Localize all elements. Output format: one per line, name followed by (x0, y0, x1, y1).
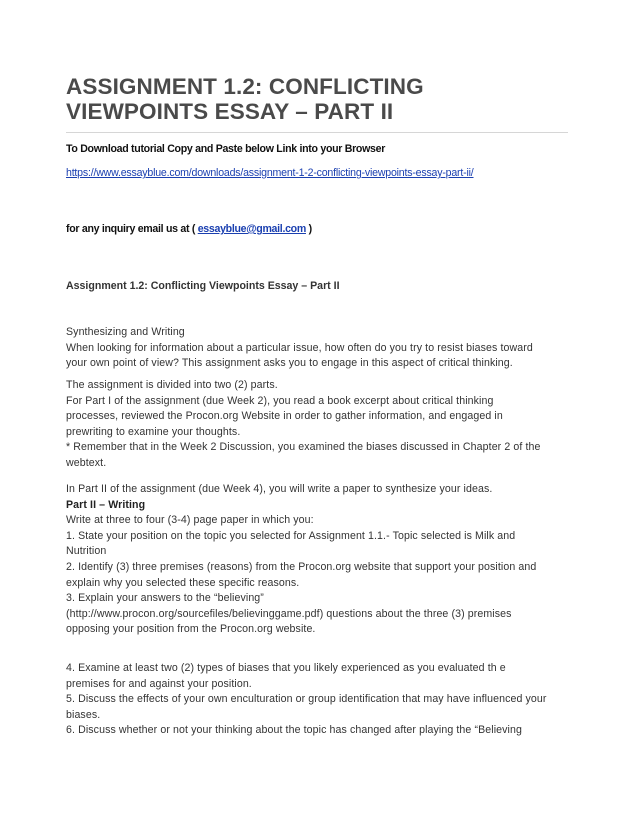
download-link-wrap (66, 167, 576, 179)
p1-line: When looking for information about a particular issue, how often do you try to resist biases toward (66, 341, 533, 354)
title-line-2: VIEWPOINTS ESSAY – PART II (66, 99, 394, 124)
p3-line: Nutrition (66, 545, 107, 558)
paragraph-1 (66, 325, 576, 372)
download-link[interactable]: https://www.essayblue.com/downloads/assignment-1-2-conflicting-viewpoints-essay-part-ii/ (66, 167, 474, 179)
inquiry-suffix: ) (305, 223, 312, 235)
p4-line: 6. Discuss whether or not your thinking about the topic has changed after playing the “Believing (66, 724, 522, 737)
p3-line: 3. Explain your answers to the “believing” (66, 592, 264, 605)
p4-line: biases. (66, 708, 101, 721)
download-note: To Download tutorial Copy and Paste below Link into your Browser (66, 143, 386, 155)
p3-intro: In Part II of the assignment (due Week 4), you will write a paper to synthesize your ideas. (66, 483, 493, 495)
inquiry-email-link[interactable]: essayblue@gmail.com (197, 223, 306, 235)
paragraph-4 (66, 661, 576, 739)
p3-line: explain why you selected these specific reasons. (66, 576, 300, 589)
section-heading: Assignment 1.2: Conflicting Viewpoints Essay – Part II (66, 280, 340, 292)
p1-line: your own point of view? This assignment asks you to engage in this aspect of critical thinking. (66, 357, 513, 370)
p2-line: For Part I of the assignment (due Week 2), you read a book excerpt about critical thinking (66, 394, 494, 407)
p4-line: 4. Examine at least two (2) types of biases that you likely experienced as you evaluated th e (66, 662, 506, 674)
p3-line: (http://www.procon.org/sourcefiles/believinggame.pdf) questions about the three (3) premises (66, 607, 512, 620)
paragraph-2 (66, 378, 576, 472)
p2-line: prewriting to examine your thoughts. (66, 425, 241, 438)
p2-line: * Remember that in the Week 2 Discussion, you examined the biases discussed in Chapter 2 of the (66, 441, 541, 454)
p3-line: 2. Identify (3) three premises (reasons) from the Procon.org website that support your position and (66, 560, 537, 573)
p4-line: premises for and against your position. (66, 677, 252, 690)
p2-line: The assignment is divided into two (2) parts. (66, 379, 278, 391)
p3-line: Write at three to four (3-4) page paper in which you: (66, 514, 314, 527)
title-divider (66, 132, 568, 133)
inquiry-prefix: for any inquiry email us at ( (66, 223, 198, 235)
part-ii-heading: Part II – Writing (66, 498, 146, 511)
p3-line: opposing your position from the Procon.org website. (66, 623, 316, 636)
p3-line: 1. State your position on the topic you selected for Assignment 1.1.- Topic selected is Milk and (66, 529, 516, 542)
p1-line: Synthesizing and Writing (66, 326, 185, 338)
title-line-1: ASSIGNMENT 1.2: CONFLICTING (66, 74, 424, 99)
document-title (66, 74, 586, 124)
p4-line: 5. Discuss the effects of your own enculturation or group identification that may have influenced your (66, 693, 547, 706)
inquiry-line (66, 223, 576, 235)
p2-line: processes, reviewed the Procon.org Website in order to gather information, and engaged in (66, 410, 503, 423)
p2-line: webtext. (66, 456, 107, 469)
paragraph-3 (66, 482, 576, 638)
